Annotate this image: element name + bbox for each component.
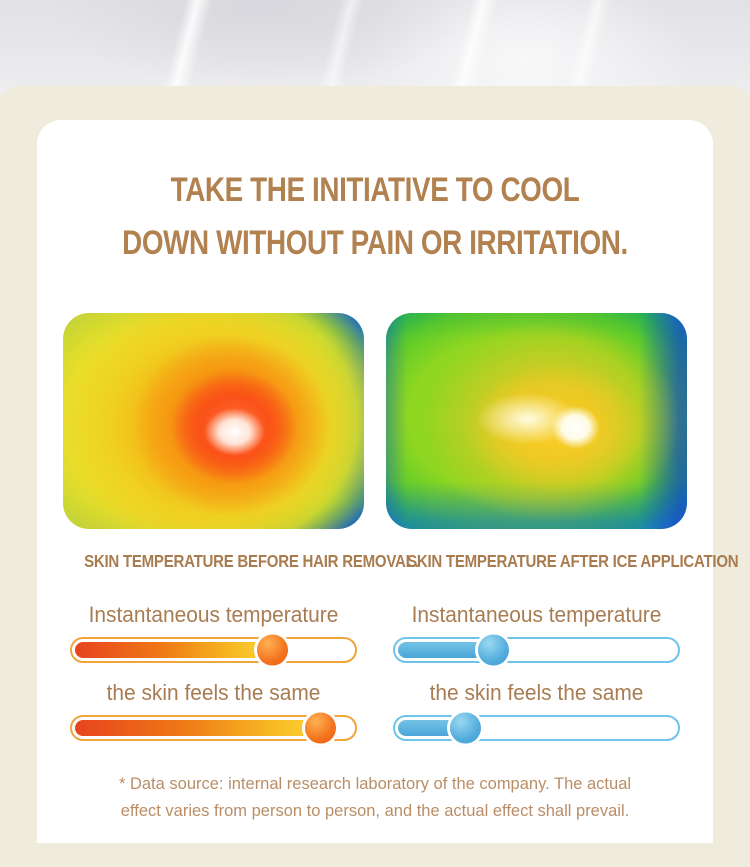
slider-track-feel-before[interactable] — [70, 715, 357, 741]
caption-before: SKIN TEMPERATURE BEFORE HAIR REMOVAL. — [84, 551, 419, 572]
slider-label: the skin feels the same — [106, 680, 321, 706]
before-column — [63, 313, 419, 741]
slider-group-instant-after — [386, 602, 687, 663]
slider-fill — [75, 720, 318, 736]
footnote — [63, 771, 687, 824]
slider-knob[interactable] — [450, 713, 481, 744]
info-card — [37, 120, 739, 843]
slider-knob[interactable] — [257, 635, 288, 666]
slider-track-instant-after[interactable] — [393, 637, 680, 663]
content-section — [0, 86, 750, 867]
slider-label: Instantaneous temperature — [88, 602, 339, 628]
slider-group-feel-after — [386, 680, 687, 741]
slider-track-feel-after[interactable] — [393, 715, 680, 741]
slider-group-instant-before — [63, 602, 364, 663]
title-line-1: TAKE THE INITIATIVE TO COOL — [170, 171, 580, 209]
slider-fill — [75, 642, 270, 658]
footnote-line-2: effect varies from person to person, and the actual effect shall prevail. — [120, 801, 630, 820]
water-splash-banner — [0, 0, 750, 94]
slider-knob[interactable] — [478, 635, 509, 666]
after-column — [386, 313, 739, 741]
slider-knob[interactable] — [305, 713, 336, 744]
comparison-section — [63, 313, 739, 741]
slider-track-instant-before[interactable] — [70, 637, 357, 663]
slider-label: the skin feels the same — [429, 680, 644, 706]
slider-label: Instantaneous temperature — [411, 602, 662, 628]
title-line-2: DOWN WITHOUT PAIN OR IRRITATION. — [122, 223, 628, 262]
page-title — [119, 164, 631, 269]
footnote-line-1: * Data source: internal research laboratory of the company. The actual — [118, 775, 632, 794]
slider-group-feel-before — [63, 680, 364, 741]
thermal-image-after — [386, 313, 687, 529]
caption-after: SKIN TEMPERATURE AFTER ICE APPLICATION — [407, 551, 739, 572]
thermal-image-before — [63, 313, 364, 529]
